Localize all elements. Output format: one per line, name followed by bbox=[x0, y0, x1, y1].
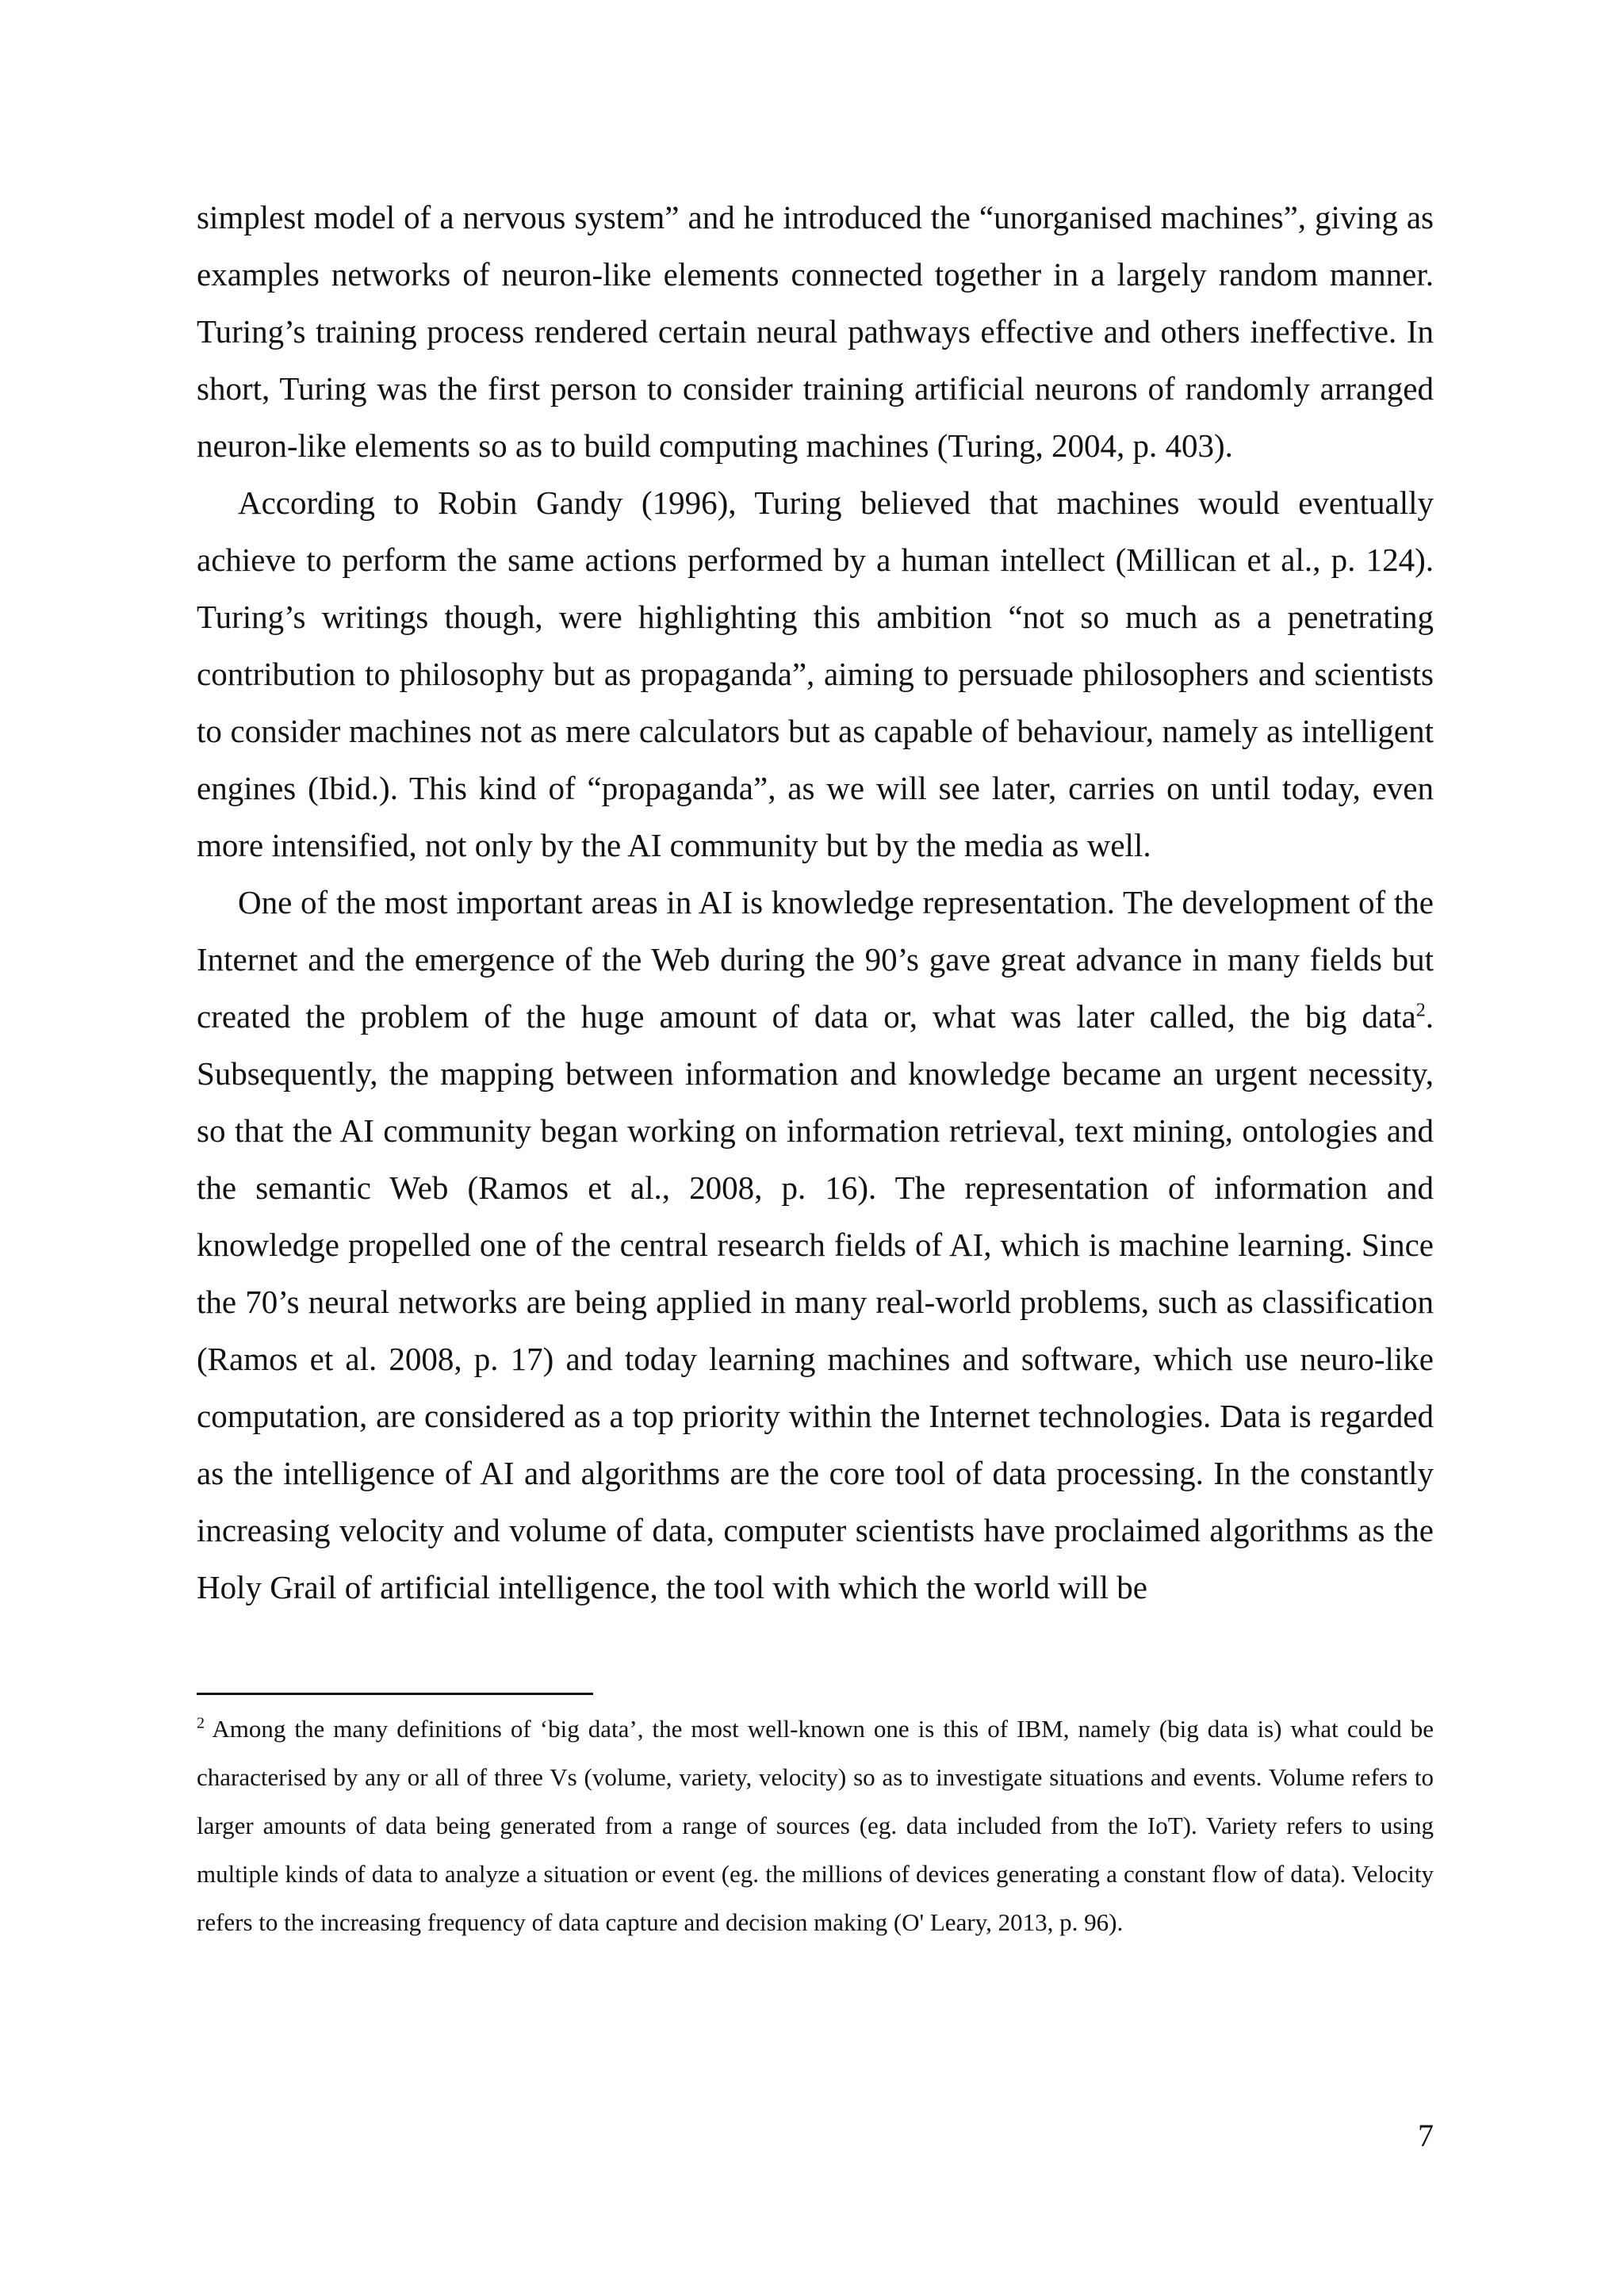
paragraph-text: simplest model of a nervous system” and he introduced the “unorganised machines”, giving as examples networks of neuron-like elements connected together in a largely random manner. Turing’s training process rendered certain neural pathways effective and others ineffective. In short, Turing was the first person to consider training artificial neurons of randomly arranged neuron-like elements so as to build computing machines (Turing, 2004, p. 403). bbox=[197, 199, 1434, 464]
paragraph-text: . Subsequently, the mapping between information and knowledge became an urgent necessity, so that the AI community began working on information retrieval, text mining, ontologies and the semantic Web (Ramos et al., 2008, p. 16). The representation of information and knowledge propelled one of the central research fields of AI, which is machine learning. Since the 70’s neural networks are being applied in many real-world problems, such as classification (Ramos et al. 2008, p. 17) and today learning machines and software, which use neuro-like computation, are considered as a top priority within the Internet technologies. Data is regarded as the intelligence of AI and algorithms are the core tool of data processing. In the constantly increasing velocity and volume of data, computer scientists have proclaimed algorithms as the Holy Grail of artificial intelligence, the tool with which the world will be bbox=[197, 998, 1434, 1605]
footnote-reference: 2 bbox=[1415, 1000, 1426, 1021]
footnote-text: Among the many definitions of ‘big data’, the most well-known one is this of IBM, namely (big data is) what could be characterised by any or all of three Vs (volume, variety, velocity) so as to investigate situations and events. Volume refers to larger amounts of data being generated from a range of sources (eg. data included from the IoT). Variety refers to using multiple kinds of data to analyze a situation or event (eg. the millions of devices generating a constant flow of data). Velocity refers to the increasing frequency of data capture and decision making (O' Leary, 2013, p. 96). bbox=[197, 1715, 1434, 1936]
footnote-number: 2 bbox=[197, 1714, 205, 1732]
paragraph-knowledge-representation bbox=[197, 874, 1434, 1616]
footnote-separator bbox=[197, 1693, 593, 1695]
footnote bbox=[197, 1705, 1434, 1946]
paragraph-text: One of the most important areas in AI is knowledge representation. The development of the Internet and the emergence of the Web during the 90’s gave great advance in many fields but created the problem of the huge amount of data or, what was later called, the big data bbox=[197, 884, 1434, 1035]
page-number: 7 bbox=[1418, 2118, 1434, 2153]
paragraph-text: According to Robin Gandy (1996), Turing believed that machines would eventually achieve to perform the same actions performed by a human intellect (Millican et al., p. 124). Turing’s writings though, were highlighting this ambition “not so much as a penetrating contribution to philosophy but as propaganda”, aiming to persuade philosophers and scientists to consider machines not as mere calculators but as capable of behaviour, namely as intelligent engines (Ibid.). This kind of “propaganda”, as we will see later, carries on until today, even more intensified, not only by the AI community but by the media as well. bbox=[197, 484, 1434, 863]
body-text bbox=[197, 189, 1434, 1616]
paragraph-continuation bbox=[197, 189, 1434, 474]
paragraph-gandy bbox=[197, 474, 1434, 874]
